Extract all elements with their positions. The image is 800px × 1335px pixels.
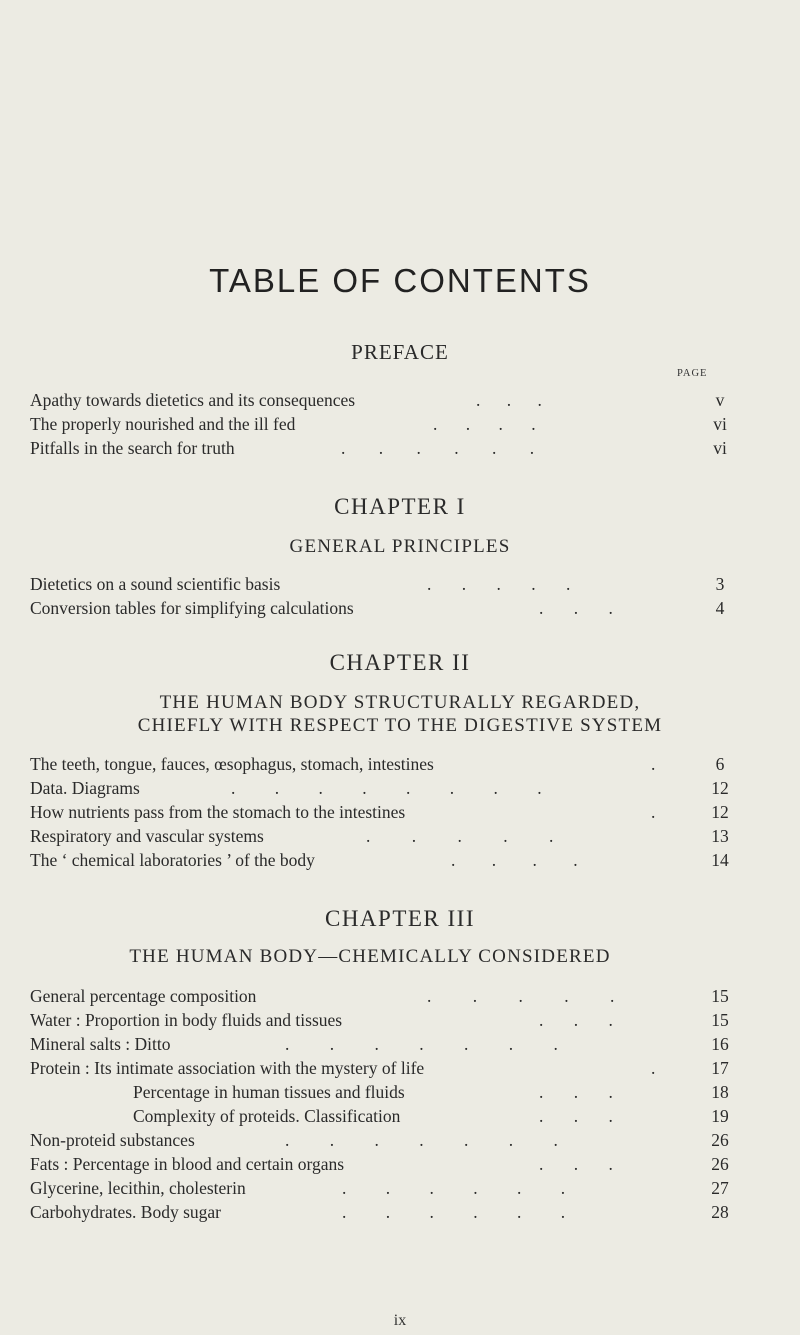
toc-entry[interactable] (0, 412, 800, 436)
chapter-3-subtitle: THE HUMAN BODY—CHEMICALLY CONSIDERED (129, 946, 611, 967)
toc-entry-title: General percentage composition (30, 986, 257, 1006)
toc-entry[interactable] (0, 848, 800, 872)
toc-entry[interactable] (0, 1176, 800, 1200)
dot-leader: . . . . (451, 850, 578, 870)
dot-leader: . . . (539, 1154, 613, 1174)
toc-entry[interactable] (0, 1056, 800, 1080)
dot-leader: . (651, 802, 656, 822)
toc-entry-title: How nutrients pass from the stomach to the intestines (30, 802, 406, 822)
dot-leader: . . . . . . . . (231, 778, 542, 798)
toc-entry-title: Data. Diagrams (30, 778, 140, 798)
toc-entry-page: vi (713, 414, 727, 434)
dot-leader: . . . (539, 1082, 613, 1102)
toc-entry[interactable] (0, 776, 800, 800)
chapter-3-heading: CHAPTER III (324, 906, 476, 931)
toc-entry-page: 6 (715, 754, 725, 774)
dot-leader: . (651, 1058, 656, 1078)
toc-entry[interactable] (0, 596, 800, 620)
toc-entry-title: The teeth, tongue, fauces, œsophagus, stomach, intestines (30, 754, 434, 774)
toc-entry-title: Non-proteid substances (30, 1130, 195, 1150)
toc-entry-page: 3 (715, 574, 725, 594)
toc-entry-page: 15 (711, 986, 729, 1006)
chapter-1-heading: CHAPTER I (334, 494, 466, 519)
toc-entry-page: 13 (711, 826, 729, 846)
toc-entry[interactable] (0, 572, 800, 596)
chapter-2-subtitle-line-1: THE HUMAN BODY STRUCTURALLY REGARDED, (159, 692, 641, 713)
toc-entry-page: 15 (711, 1010, 729, 1030)
toc-entry-title: Water : Proportion in body fluids and tissues (30, 1010, 343, 1030)
dot-leader: . . . . . . (342, 1202, 566, 1222)
toc-entry[interactable] (0, 984, 800, 1008)
toc-entry-page: 4 (715, 598, 725, 618)
dot-leader: . . . . . (427, 574, 571, 594)
toc-entry-title: Carbohydrates. Body sugar (30, 1202, 222, 1222)
preface-heading: PREFACE (351, 340, 449, 364)
toc-entry-title: Apathy towards dietetics and its consequences (30, 390, 356, 410)
chapter-1-subtitle: GENERAL PRINCIPLES (289, 536, 511, 557)
dot-leader: . . . (539, 598, 613, 618)
toc-entry-title: Percentage in human tissues and fluids (133, 1082, 405, 1102)
chapter-2-subtitle-line-2: CHIEFLY WITH RESPECT TO THE DIGESTIVE SYSTEM (137, 715, 663, 736)
toc-entry-page: 14 (711, 850, 729, 870)
toc-entry-page: 28 (711, 1202, 729, 1222)
dot-leader: . . . . . (366, 826, 554, 846)
page-number: ix (393, 1312, 407, 1329)
toc-entry-page: 26 (711, 1154, 729, 1174)
toc-entry[interactable] (0, 1104, 800, 1128)
toc-entry-title: Respiratory and vascular systems (30, 826, 264, 846)
toc-entry-page: 27 (711, 1178, 729, 1198)
toc-entry-page: 19 (711, 1106, 729, 1126)
toc-entry[interactable] (0, 1152, 800, 1176)
toc-entry-title: Protein : Its intimate association with the mystery of life (30, 1058, 425, 1078)
toc-entry-title: Mineral salts : Ditto (30, 1034, 171, 1054)
toc-entry-page: 18 (711, 1082, 729, 1102)
dot-leader: . . . . . . (341, 438, 535, 458)
dot-leader: . . . . . . (342, 1178, 566, 1198)
page-title: TABLE OF CONTENTS (209, 262, 591, 299)
toc-entry-page: 26 (711, 1130, 729, 1150)
toc-entry[interactable] (0, 1032, 800, 1056)
toc-entry[interactable] (0, 388, 800, 412)
dot-leader: . . . . (433, 414, 536, 434)
toc-entry-page: 16 (711, 1034, 729, 1054)
toc-entry-page: 12 (711, 802, 729, 822)
chapter-2-heading: CHAPTER II (329, 650, 471, 675)
toc-entry-title: Conversion tables for simplifying calculations (30, 598, 354, 618)
dot-leader: . . . (476, 390, 542, 410)
toc-entry-title: Pitfalls in the search for truth (30, 438, 235, 458)
toc-entry-page: vi (713, 438, 727, 458)
toc-entry-title: Dietetics on a sound scientific basis (30, 574, 281, 594)
toc-entry-page: v (715, 390, 725, 410)
dot-leader: . (651, 754, 656, 774)
toc-entry-title: Fats : Percentage in blood and certain organs (30, 1154, 345, 1174)
dot-leader: . . . . . . . (285, 1130, 558, 1150)
toc-entry-title: Glycerine, lecithin, cholesterin (30, 1178, 246, 1198)
toc-entry[interactable] (0, 800, 800, 824)
toc-entry[interactable] (0, 1080, 800, 1104)
toc-entry[interactable] (0, 824, 800, 848)
dot-leader: . . . . . . . (285, 1034, 558, 1054)
toc-entry-page: 12 (711, 778, 729, 798)
toc-entry[interactable] (0, 1200, 800, 1224)
dot-leader: . . . (539, 1010, 613, 1030)
toc-entry-page: 17 (711, 1058, 729, 1078)
page-column-label: PAGE (677, 368, 708, 379)
toc-entry[interactable] (0, 1008, 800, 1032)
toc-entry-title: The ‘ chemical laboratories ’ of the body (30, 850, 315, 870)
toc-entry-title: Complexity of proteids. Classification (133, 1106, 401, 1126)
toc-entry[interactable] (0, 1128, 800, 1152)
toc-entry[interactable] (0, 436, 800, 460)
dot-leader: . . . . . (427, 986, 615, 1006)
toc-entry[interactable] (0, 752, 800, 776)
toc-entry-title: The properly nourished and the ill fed (30, 414, 296, 434)
dot-leader: . . . (539, 1106, 613, 1126)
